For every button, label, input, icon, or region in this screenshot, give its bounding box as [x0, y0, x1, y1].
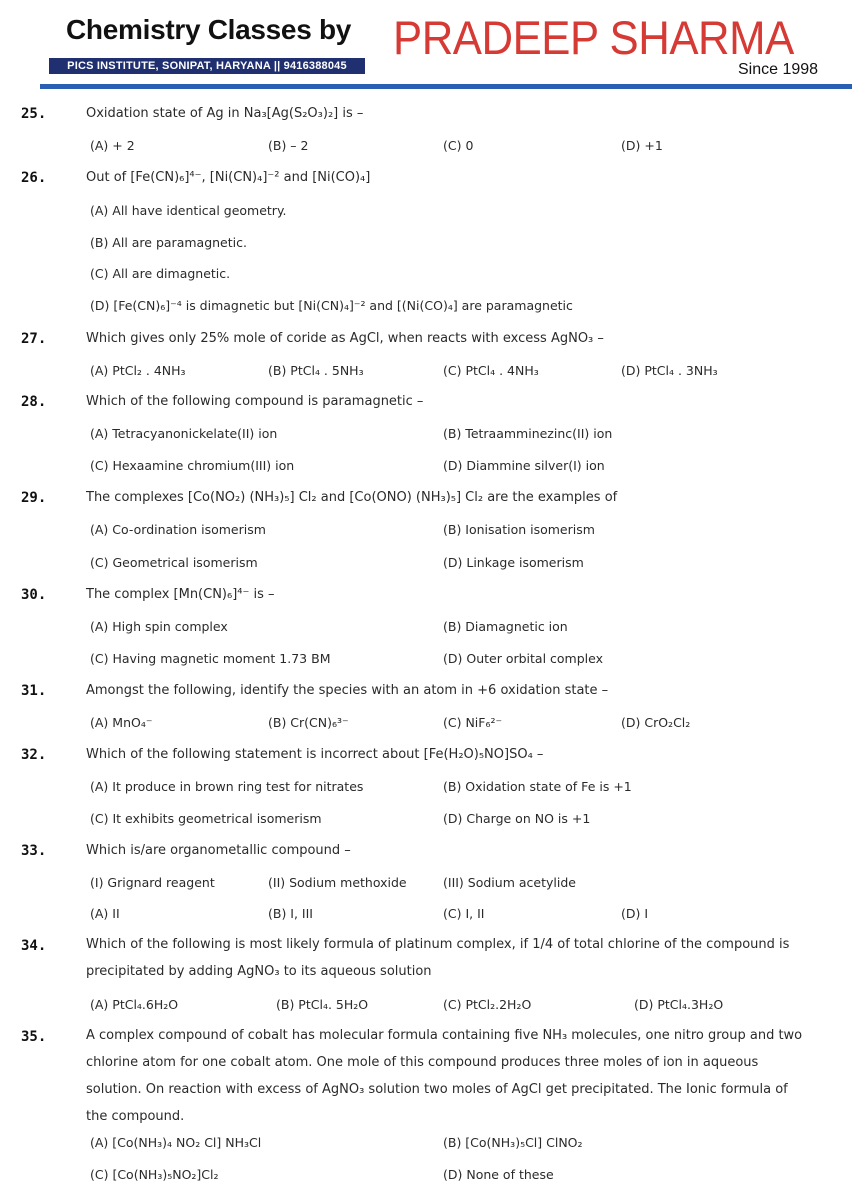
option: (B) – 2	[268, 138, 309, 153]
question-number: 34.	[21, 938, 47, 954]
option: (I) Grignard reagent	[90, 875, 215, 890]
option: (A) All have identical geometry.	[90, 203, 287, 218]
option: (A) MnO₄⁻	[90, 715, 153, 730]
option: (A) [Co(NH₃)₄ NO₂ Cl] NH₃Cl	[90, 1135, 262, 1150]
option: (B) PtCl₄ . 5NH₃	[268, 363, 364, 378]
question-number: 30.	[21, 587, 47, 603]
institute-badge: PICS INSTITUTE, SONIPAT, HARYANA || 9416388045	[49, 58, 365, 74]
question-text: Which of the following compound is paramagnetic –	[86, 394, 424, 409]
option: (D) Linkage isomerism	[443, 555, 584, 570]
option: (A) Tetracyanonickelate(II) ion	[90, 426, 278, 441]
question-number: 25.	[21, 106, 47, 122]
question-number: 27.	[21, 331, 47, 347]
option: (C) All are dimagnetic.	[90, 266, 231, 281]
option: (A) Co-ordination isomerism	[90, 522, 266, 537]
option: (D) [Fe(CN)₆]⁻⁴ is dimagnetic but [Ni(CN)₄]⁻² and [(Ni(CO)₄] are paramagnetic	[90, 298, 573, 313]
question-number: 29.	[21, 490, 47, 506]
question-number: 28.	[21, 394, 47, 410]
question-text: Out of [Fe(CN)₆]⁴⁻, [Ni(CN)₄]⁻² and [Ni(CO)₄]	[86, 170, 371, 185]
header-rule	[40, 84, 852, 89]
option: (II) Sodium methoxide	[268, 875, 407, 890]
header-title: Chemistry Classes by	[66, 14, 352, 45]
option: (A) II	[90, 906, 120, 921]
option: (B) Diamagnetic ion	[443, 619, 568, 634]
question-text: Which is/are organometallic compound –	[86, 843, 351, 858]
option: (C) [Co(NH₃)₅NO₂]Cl₂	[90, 1167, 219, 1182]
question-text: Oxidation state of Ag in Na₃[Ag(S₂O₃)₂] is –	[86, 106, 364, 121]
option: (D) CrO₂Cl₂	[621, 715, 691, 730]
option: (C) 0	[443, 138, 474, 153]
option: (B) Ionisation isomerism	[443, 522, 595, 537]
option: (A) PtCl₄.6H₂O	[90, 997, 179, 1012]
option: (A) High spin complex	[90, 619, 228, 634]
question-number: 32.	[21, 747, 47, 763]
option: (D) PtCl₄.3H₂O	[634, 997, 724, 1012]
option: (D) Diammine silver(I) ion	[443, 458, 605, 473]
option: (C) PtCl₄ . 4NH₃	[443, 363, 539, 378]
question-number: 35.	[21, 1029, 47, 1045]
question-number: 26.	[21, 170, 47, 186]
option: (C) It exhibits geometrical isomerism	[90, 811, 322, 826]
option: (B) Oxidation state of Fe is +1	[443, 779, 632, 794]
question-text: Amongst the following, identify the species with an atom in +6 oxidation state –	[86, 683, 609, 698]
option: (D) Outer orbital complex	[443, 651, 603, 666]
question-text: The complexes [Co(NO₂) (NH₃)₅] Cl₂ and [Co(ONO) (NH₃)₅] Cl₂ are the examples of	[86, 490, 618, 505]
option: (B) All are paramagnetic.	[90, 235, 247, 250]
option: (C) Geometrical isomerism	[90, 555, 258, 570]
question-text: The complex [Mn(CN)₆]⁴⁻ is –	[86, 587, 275, 602]
option: (B) [Co(NH₃)₅Cl] ClNO₂	[443, 1135, 583, 1150]
option: (III) Sodium acetylide	[443, 875, 576, 890]
question-number: 33.	[21, 843, 47, 859]
question-text: Which of the following is most likely formula of platinum complex, if 1/4 of total chlorine of the compound is precipitated by adding AgNO₃ to its aqueous solution	[86, 937, 790, 979]
option: (D) +1	[621, 138, 663, 153]
option: (C) I, II	[443, 906, 485, 921]
question-number: 31.	[21, 683, 47, 699]
option: (A) PtCl₂ . 4NH₃	[90, 363, 186, 378]
option: (C) NiF₆²⁻	[443, 715, 503, 730]
since-label: Since 1998	[738, 61, 819, 78]
option: (C) Having magnetic moment 1.73 BM	[90, 651, 331, 666]
question-text: Which gives only 25% mole of coride as AgCl, when reacts with excess AgNO₃ –	[86, 331, 604, 346]
option: (D) PtCl₄ . 3NH₃	[621, 363, 718, 378]
option: (C) Hexaamine chromium(III) ion	[90, 458, 295, 473]
option: (B) Cr(CN)₆³⁻	[268, 715, 349, 730]
question-text: A complex compound of cobalt has molecular formula containing five NH₃ molecules, one nitro group and two chlorine atom for one cobalt atom. One mole of this compound produces three moles of ion in aqueous solution. On reaction with excess of AgNO₃ solution two moles of AgCl get precipitated. The Ionic formula of the compound.	[86, 1028, 803, 1124]
option: (D) Charge on NO is +1	[443, 811, 591, 826]
option: (B) I, III	[268, 906, 313, 921]
question-text: Which of the following statement is incorrect about [Fe(H₂O)₅NO]SO₄ –	[86, 747, 544, 762]
brand-logo: PRADEEP SHARMA	[393, 11, 794, 64]
option: (D) I	[621, 906, 649, 921]
option: (A) + 2	[90, 138, 135, 153]
option: (A) It produce in brown ring test for nitrates	[90, 779, 364, 794]
option: (B) PtCl₄. 5H₂O	[276, 997, 369, 1012]
option: (C) PtCl₂.2H₂O	[443, 997, 532, 1012]
option: (B) Tetraamminezinc(II) ion	[443, 426, 613, 441]
option: (D) None of these	[443, 1167, 554, 1182]
